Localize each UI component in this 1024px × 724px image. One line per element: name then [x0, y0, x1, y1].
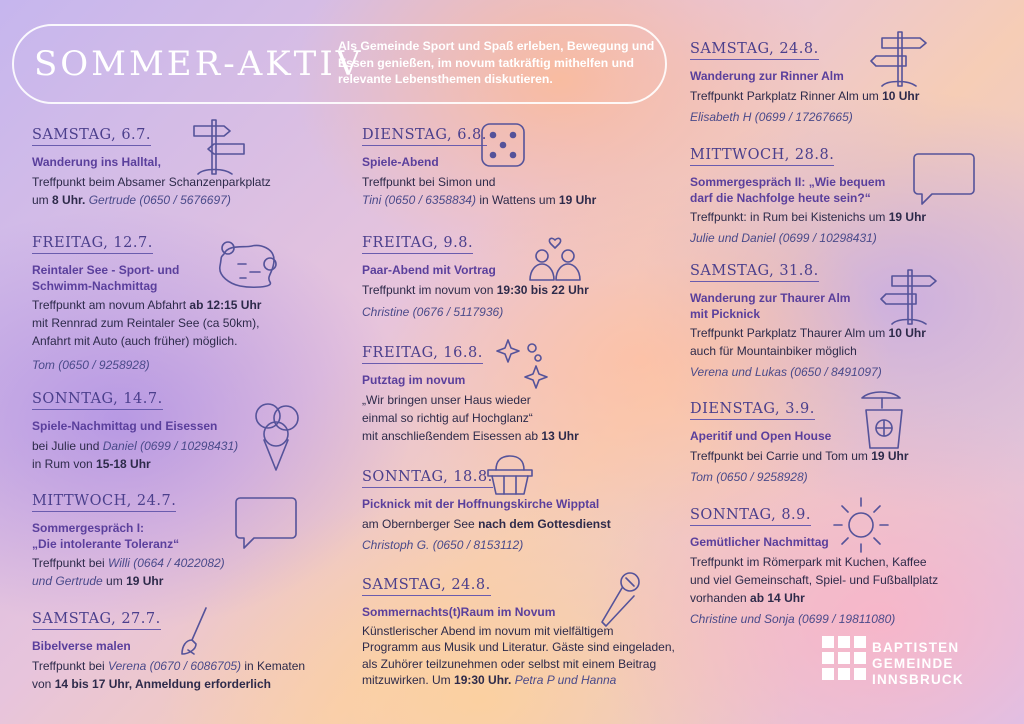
picnic-basket-icon: [484, 452, 536, 498]
event-text: Künstlerischer Abend im novum mit vielfältigem Programm aus Musik und Literatur. Gäste sind eingeladen, als Zuhörer teilzunehmen oder selbst mit einem Beitrag mitzuwirken. Um 19:30 Uhr. Petra P und Hanna: [362, 623, 675, 687]
sun-icon: [830, 494, 892, 556]
event-date: SAMSTAG, 6.7.: [32, 127, 151, 146]
event-title: Sommergespräch II: „Wie bequem darf die Nachfolge heute sein?“: [690, 175, 886, 205]
event-title: Bibelverse malen: [32, 639, 131, 653]
church-logo-text: BAPTISTEN GEMEINDE INNSBRUCK: [872, 640, 964, 687]
church-logo-icon: [822, 636, 866, 682]
microphone-icon: [596, 570, 644, 630]
event-date: MITTWOCH, 24.7.: [32, 493, 176, 512]
dice-icon: [478, 120, 528, 170]
event-date: FREITAG, 9.8.: [362, 235, 473, 254]
cocktail-glass-icon: [856, 390, 912, 452]
event-date: MITTWOCH, 28.8.: [690, 147, 834, 166]
event-contact: Christine und Sonja (0699 / 19811080): [690, 611, 896, 626]
speech-bubble-icon: [912, 150, 976, 208]
event-text: „Wir bringen unser Haus wieder einmal so richtig auf Hochglanz“ mit anschließendem Eisessen ab 13 Uhr: [362, 392, 579, 443]
event-halltal: [32, 126, 332, 209]
event-contact: Tom (0650 / 9258928): [32, 358, 150, 372]
event-text: Treffpunkt im Römerpark mit Kuchen, Kaffee und viel Gemeinschaft, Spiel- und Fußballplatz vorhanden ab 14 Uhr: [690, 554, 939, 605]
event-text: Treffpunkt Parkplatz Thaurer Alm um 10 Uhr auch für Mountainbiker möglich: [690, 326, 926, 358]
event-date: SAMSTAG, 27.7.: [32, 611, 161, 630]
event-title: Sommergespräch I: „Die intolerante Toleranz“: [32, 521, 180, 551]
signpost-icon: [880, 266, 942, 328]
speech-bubble-icon: [234, 494, 298, 550]
event-thaurer-alm: [690, 262, 990, 381]
event-aperitif: [690, 400, 990, 486]
event-contact: Verena und Lukas (0650 / 8491097): [690, 365, 882, 379]
event-date: SAMSTAG, 24.8.: [690, 41, 819, 60]
event-date: DIENSTAG, 6.8.: [362, 127, 487, 146]
event-text: Treffpunkt Parkplatz Rinner Alm um 10 Uhr: [690, 88, 920, 103]
event-text: am Obernberger See nach dem Gottesdienst: [362, 516, 611, 531]
event-text: Treffpunkt: in Rum bei Kistenichs um 19 Uhr: [690, 210, 927, 224]
ice-cream-icon: [252, 400, 302, 474]
intro-text: Als Gemeinde Sport und Spaß erleben, Bewegung und Essen genießen, im novum tatkräftig mithelfen und relevante Lebensthemen diskutieren.: [338, 39, 655, 86]
event-contact: Tom (0650 / 9258928): [690, 469, 808, 484]
event-text: Treffpunkt bei Willi (0664 / 4022082) und Gertrude um 19 Uhr: [32, 556, 225, 588]
event-text: bei Julie und Daniel (0699 / 10298431) in Rum von 15-18 Uhr: [32, 438, 239, 471]
event-text: Treffpunkt bei Simon und Tini (0650 / 6358834) in Wattens um 19 Uhr: [362, 174, 597, 207]
event-contact: Christine (0676 / 5117936): [362, 304, 504, 319]
event-text: Treffpunkt am novum Abfahrt ab 12:15 Uhr mit Rennrad zum Reintaler See (ca 50km), Anfahrt mit Auto (auch früher) möglich.: [32, 298, 262, 348]
event-date: SONNTAG, 8.9.: [690, 507, 811, 526]
event-title: Gemütlicher Nachmittag: [690, 535, 829, 549]
event-reintaler-see: [32, 234, 332, 374]
event-text: Treffpunkt bei Carrie und Tom um 19 Uhr: [690, 448, 909, 463]
lake-icon: [216, 236, 282, 292]
event-paar-abend: [362, 234, 652, 321]
event-title: Wanderung zur Thaurer Alm mit Picknick: [690, 291, 851, 321]
event-date: DIENSTAG, 3.9.: [690, 401, 815, 420]
event-contact: Christoph G. (0650 / 8153112): [362, 537, 524, 552]
event-title: Sommernachts(t)Raum im Novum: [362, 605, 556, 619]
couple-icon: [524, 226, 586, 282]
signpost-icon: [870, 28, 932, 90]
event-title: Wanderung zur Rinner Alm: [690, 69, 844, 83]
event-title: Spiele-Nachmittag und Eisessen: [32, 419, 218, 433]
event-text: Treffpunkt im novum von 19:30 bis 22 Uhr: [362, 282, 589, 297]
event-date: FREITAG, 16.8.: [362, 345, 483, 364]
event-rinner-alm: [690, 40, 990, 126]
event-date: SONNTAG, 14.7.: [32, 391, 163, 410]
event-title: Picknick mit der Hoffnungskirche Wipptal: [362, 497, 600, 511]
event-contact: Elisabeth H (0699 / 17267665): [690, 109, 853, 124]
event-contact: Julie und Daniel (0699 / 10298431): [690, 231, 877, 245]
event-text: Treffpunkt bei Verena (0670 / 6086705) in Kematen von 14 bis 17 Uhr, Anmeldung erforderlich: [32, 658, 306, 691]
event-title: Putztag im novum: [362, 373, 466, 387]
event-date: SONNTAG, 18.8.: [362, 469, 493, 488]
page-title: SOMMER-AKTIV: [34, 44, 364, 84]
sparkles-icon: [496, 336, 550, 392]
event-text: Treffpunkt beim Absamer Schanzenparkplatz um 8 Uhr. Gertrude (0650 / 5676697): [32, 174, 271, 207]
event-title: Reintaler See - Sport- und Schwimm-Nachmittag: [32, 263, 180, 293]
event-date: SAMSTAG, 24.8.: [362, 577, 491, 596]
event-title: Paar-Abend mit Vortrag: [362, 263, 496, 277]
paintbrush-icon: [180, 606, 210, 662]
event-date: FREITAG, 12.7.: [32, 235, 153, 254]
event-title: Aperitif und Open House: [690, 429, 832, 443]
signpost-icon: [190, 116, 252, 178]
event-title: Wanderung ins Halltal,: [32, 155, 161, 169]
event-date: SAMSTAG, 31.8.: [690, 263, 819, 282]
event-title: Spiele-Abend: [362, 155, 439, 169]
